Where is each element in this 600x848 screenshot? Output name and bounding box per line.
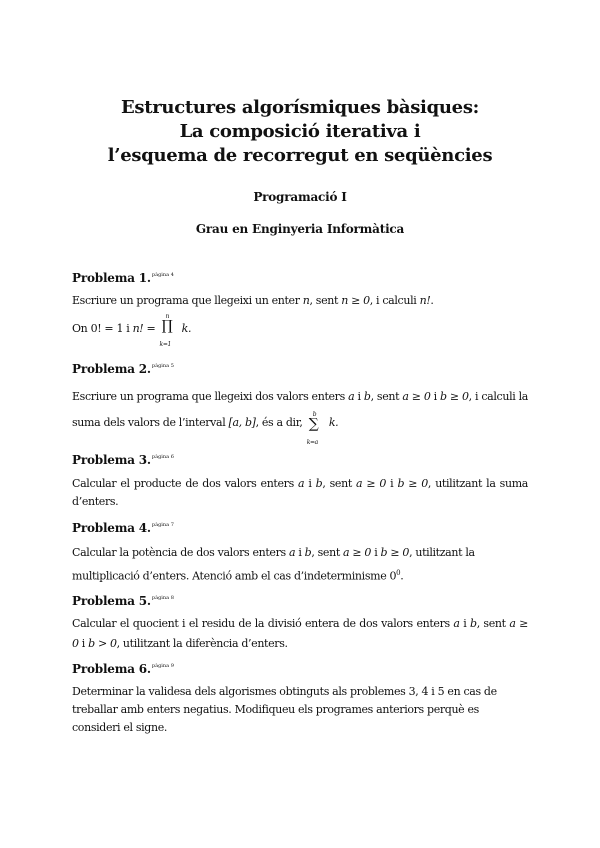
product-operator — [159, 313, 179, 348]
p2-text-b: i — [354, 390, 364, 403]
p1-formula-e: k. — [178, 322, 192, 335]
p2-cond-a: a ≥ 0 — [402, 390, 431, 403]
problem-3-heading — [72, 453, 174, 467]
p4-text-d: i — [371, 546, 381, 559]
problem-6-statement: Determinar la validesa dels algorismes obtinguts als problemes 3, 4 i 5 en cas de treballar amb enters negatius. Modifiqueu els programes anteriors perquè es consideri el signe. — [72, 685, 497, 734]
problem-2-statement — [72, 384, 528, 446]
p1-formula-c: i — [123, 322, 133, 335]
p4-power-base: 0 — [389, 569, 397, 583]
problem-5-heading — [72, 594, 174, 608]
p1-text-d: . — [430, 294, 434, 307]
p3-var-a: a — [298, 477, 305, 490]
p1-text-a: Escriure un programa que llegeixi un enter — [72, 294, 303, 307]
p4-text-b: i — [295, 546, 305, 559]
p1-text-b: , sent — [309, 294, 342, 307]
sum-lower-limit: k=a — [306, 439, 318, 446]
problem-2-heading — [72, 362, 174, 376]
p4-power-exponent: 0 — [396, 569, 401, 577]
p4-text-c: , sent — [311, 546, 344, 559]
p2-text-a: Escriure un programa que llegeixi dos valors enters — [72, 390, 349, 403]
p3-text-e: , utilitzant la suma d’enters. — [72, 477, 528, 508]
problem-5-title: Problema 5. — [72, 594, 151, 608]
problem-1-statement — [72, 292, 528, 310]
degree-name: Grau en Enginyeria Informàtica — [195, 222, 405, 236]
problem-1-heading — [72, 271, 174, 285]
p4-var-a: a — [288, 546, 296, 559]
document-title — [0, 96, 600, 168]
title-line-1: Estructures algorísmiques bàsiques: — [120, 97, 480, 118]
problem-6-heading — [72, 662, 174, 676]
p3-var-b: b — [315, 477, 323, 490]
p4-text-e: , utilitzant la multiplicació d’enters. Atenció amb el cas d’indeterminisme — [72, 546, 475, 583]
p2-interval: [a, b] — [228, 416, 256, 429]
problem-6-title: Problema 6. — [72, 662, 151, 676]
product-symbol: ∏ — [161, 318, 173, 334]
p4-cond-a: a ≥ 0 — [343, 546, 372, 559]
problem-1-formula — [72, 313, 528, 348]
p5-var-a: a — [453, 617, 460, 630]
p4-var-b: b — [304, 546, 312, 559]
p5-cond-b: b > 0 — [88, 637, 117, 650]
p1-condition: n ≥ 0 — [341, 294, 370, 307]
p3-cond-b: b ≥ 0 — [397, 477, 428, 490]
p2-var-a: a — [348, 390, 355, 403]
p5-text-a: Calcular el quocient i el residu de la divisió entera de dos valors enters — [72, 617, 454, 630]
problem-2-page-ref: pàgina 5 — [151, 363, 174, 369]
product-upper-limit: n — [165, 313, 170, 320]
p4-cond-b: b ≥ 0 — [380, 546, 410, 559]
p3-text-a: Calcular el producte de dos valors enters — [72, 477, 298, 490]
problem-4-title: Problema 4. — [72, 521, 151, 535]
sum-upper-limit: b — [312, 411, 317, 418]
p3-text-c: , sent — [322, 477, 357, 490]
p5-var-b: b — [469, 617, 477, 630]
p4-text-f: . — [400, 569, 404, 583]
p2-cond-b: b ≥ 0 — [440, 390, 469, 403]
p2-text-g: k. — [325, 416, 339, 429]
problem-4-page-ref: pàgina 7 — [151, 522, 174, 528]
p2-text-f: , és a dir, — [255, 416, 306, 429]
problem-3-statement — [72, 475, 528, 511]
p5-text-e: , utilitzant la diferència d’enters. — [116, 637, 288, 650]
p3-text-d: i — [386, 477, 398, 490]
problem-5-page-ref: pàgina 8 — [151, 595, 174, 601]
p1-formula-d: n! = — [132, 322, 159, 335]
p5-cond-a: a ≥ 0 — [72, 617, 528, 650]
product-lower-limit: k=1 — [159, 341, 171, 348]
problem-3-title: Problema 3. — [72, 453, 151, 467]
p3-cond-a: a ≥ 0 — [356, 477, 387, 490]
p1-text-c: , i calculi — [369, 294, 420, 307]
p2-var-b: b — [363, 390, 371, 403]
p5-text-c: , sent — [476, 617, 510, 630]
p2-text-c: , sent — [370, 390, 403, 403]
problem-1-page-ref: pàgina 4 — [151, 272, 174, 278]
problem-1-title: Problema 1. — [72, 271, 151, 285]
course-name: Programació I — [253, 190, 347, 204]
title-line-3: l’esquema de recorregut en seqüències — [107, 145, 493, 166]
sum-operator — [306, 411, 326, 446]
p5-text-b: i — [459, 617, 470, 630]
problem-2-title: Problema 2. — [72, 362, 151, 376]
problem-6-page-ref: pàgina 9 — [151, 663, 174, 669]
p2-text-e: , i calculi la suma dels valors de l’interval — [72, 390, 528, 429]
p2-text-d: i — [430, 390, 441, 403]
p5-text-d: i — [78, 637, 89, 650]
p1-var-n: n — [302, 294, 310, 307]
p1-formula-a: On — [72, 322, 91, 335]
p4-text-a: Calcular la potència de dos valors enters — [72, 546, 289, 559]
p1-target: n! — [419, 294, 431, 307]
problem-4-heading — [72, 521, 174, 535]
problem-4-statement — [72, 542, 528, 587]
title-line-2: La composició iterativa i — [179, 121, 421, 142]
problem-5-statement — [72, 614, 528, 654]
problem-3-page-ref: pàgina 6 — [151, 454, 174, 460]
p3-text-b: i — [304, 477, 316, 490]
p1-formula-b: 0! = 1 — [90, 322, 124, 335]
sum-symbol: ∑ — [308, 416, 319, 432]
